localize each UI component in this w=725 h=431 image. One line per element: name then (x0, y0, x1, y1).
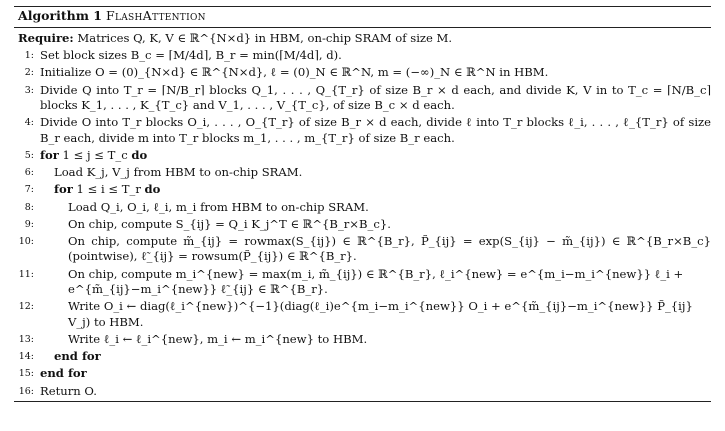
line-text: Write O_i ← diag(ℓ_i^{new})^{−1}(diag(ℓ_i)e^{m_i−m_i^{new}} O_i + e^{m̃_{ij}−m_i^{new}} P̃_{ij} V_j) to HBM. (68, 299, 693, 329)
algorithm-line-10 (14, 234, 711, 265)
algorithm-line-9 (14, 217, 711, 233)
algorithm-line-14 (14, 349, 711, 365)
algorithm-box (14, 6, 711, 402)
algorithm-body (14, 28, 711, 399)
line-number: 12: (18, 301, 34, 313)
line-text: Load Q_i, O_i, ℓ_i, m_i from HBM to on-chip SRAM. (68, 199, 369, 214)
line-number: 5: (24, 149, 34, 161)
algorithm-line-6 (14, 165, 711, 181)
algorithm-line-15 (14, 366, 711, 382)
require-keyword: Require: (18, 31, 74, 45)
line-number: 14: (18, 351, 34, 363)
line-number: 9: (24, 218, 34, 230)
line-text: Divide Q into T_r = ⌈N/B_r⌉ blocks Q_1, . . . , Q_{T_r} of size B_r × d each, and divide K, V in to T_c = ⌈N/B_c⌉ blocks K_1, . . . , K_{T_c} and V_1, . . . , V_{T_c}, of size B_c × d each. (40, 82, 711, 113)
algorithm-label: Algorithm 1 (18, 8, 102, 23)
line-number: 13: (18, 333, 34, 345)
line-number: 2: (24, 67, 34, 79)
algorithm-name: FlashAttention (105, 8, 206, 23)
algorithm-line-11 (14, 267, 711, 298)
line-text: Write ℓ_i ← ℓ_i^{new}, m_i ← m_i^{new} to HBM. (68, 331, 368, 346)
do-keyword: do (144, 182, 161, 197)
line-text: Divide O into T_r blocks O_i, . . . , O_{T_r} of size B_r × d each, divide ℓ into T_r blocks ℓ_i, . . . , ℓ_{T_r} of size B_r each, divide m into T_r blocks m_1, . . . , m_{T_r} of size B_r each. (40, 115, 711, 145)
line-number: 16: (18, 385, 34, 397)
line-text: Set block sizes B_c = ⌈M/4d⌉, B_r = min(⌈M/4d⌉, d). (40, 48, 342, 63)
algorithm-line-7 (14, 182, 711, 198)
line-number: 4: (24, 117, 34, 129)
algorithm-line-13 (14, 332, 711, 348)
loop-condition: 1 ≤ j ≤ T_c (62, 147, 128, 162)
require-line (14, 31, 711, 47)
for-keyword: for (54, 182, 73, 197)
line-number: 6: (24, 167, 34, 179)
require-text: Matrices Q, K, V ∈ ℝ^{N×d} in HBM, on-chip SRAM of size M. (77, 31, 453, 45)
line-text: Return O. (40, 383, 97, 398)
for-keyword: for (40, 147, 59, 162)
line-number: 1: (24, 50, 34, 62)
algorithm-line-16 (14, 384, 711, 400)
algorithm-line-5 (14, 148, 711, 164)
line-text: Load K_j, V_j from HBM to on-chip SRAM. (54, 165, 303, 180)
algorithm-line-12 (14, 299, 711, 330)
line-text: On chip, compute S_{ij} = Q_i K_j^T ∈ ℝ^{B_r×B_c}. (68, 216, 391, 231)
line-text: Initialize O = (0)_{N×d} ∈ ℝ^{N×d}, ℓ = (0)_N ∈ ℝ^N, m = (−∞)_N ∈ ℝ^N in HBM. (40, 65, 549, 80)
line-text: On chip, compute m̃_{ij} = rowmax(S_{ij}) ∈ ℝ^{B_r}, P̃_{ij} = exp(S_{ij} − m̃_{ij}) ∈ ℝ^{B_r×B_c} (pointwise), ℓ̃_{ij} = rowsum(P̃_{ij}) ∈ ℝ^{B_r}. (68, 233, 711, 264)
bottom-rule (14, 401, 711, 402)
algorithm-line-1 (14, 48, 711, 64)
line-number: 7: (24, 184, 34, 196)
algorithm-line-2 (14, 65, 711, 81)
end-for-keyword: end for (54, 349, 101, 364)
line-number: 8: (24, 201, 34, 213)
algorithm-title (14, 7, 711, 24)
end-for-keyword: end for (40, 366, 87, 381)
algorithm-line-4 (14, 115, 711, 146)
line-text: On chip, compute m_i^{new} = max(m_i, m̃_{ij}) ∈ ℝ^{B_r}, ℓ_i^{new} = e^{m_i−m_i^{new}} ℓ_i + e^{m̃_{ij}−m_i^{new}} ℓ̃_{ij} ∈ ℝ^{B_r}. (68, 266, 684, 297)
loop-condition: 1 ≤ i ≤ T_r (76, 182, 141, 197)
line-number: 15: (18, 368, 34, 380)
line-number: 10: (18, 235, 34, 247)
do-keyword: do (131, 147, 148, 162)
algorithm-line-8 (14, 200, 711, 216)
line-number: 3: (24, 84, 34, 96)
line-number: 11: (18, 268, 34, 280)
algorithm-line-3 (14, 83, 711, 114)
